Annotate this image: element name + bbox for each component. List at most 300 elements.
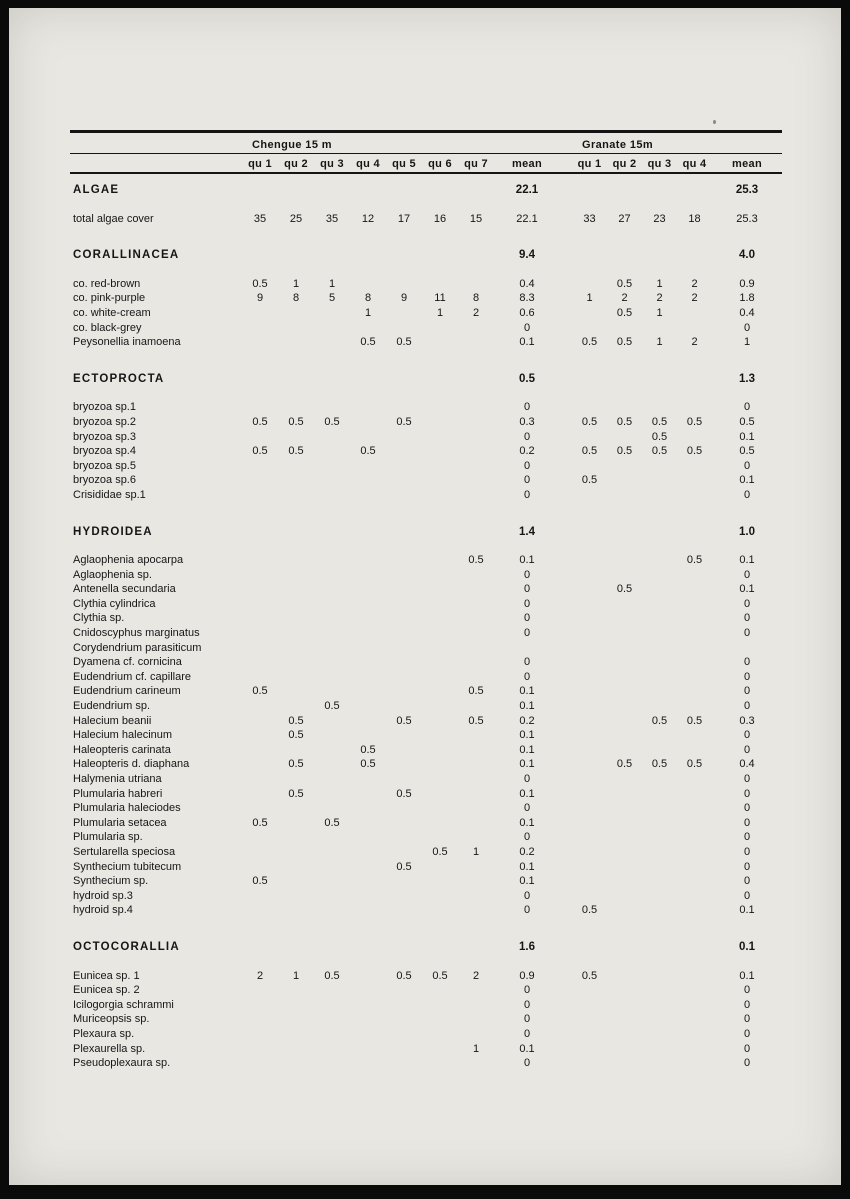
cover-value — [572, 830, 607, 845]
cover-value — [642, 889, 677, 904]
cover-value — [422, 277, 458, 292]
species-label: Plexaura sp. — [73, 1027, 135, 1040]
cover-value — [278, 459, 314, 474]
cover-value — [422, 641, 458, 656]
cover-value — [422, 321, 458, 336]
cover-value — [642, 983, 677, 998]
cover-value — [677, 983, 712, 998]
site-header-row — [70, 132, 782, 154]
cover-value — [386, 757, 422, 772]
mean-value: 0.1 — [519, 743, 535, 756]
cover-value — [607, 611, 642, 626]
cover-value — [314, 488, 350, 503]
mean-value: 0.1 — [739, 969, 755, 982]
section-label: ECTOPROCTA — [73, 372, 165, 385]
cover-value — [572, 801, 607, 816]
cover-value: 0.5 — [468, 714, 484, 727]
cover-value — [677, 670, 712, 685]
mean-value: 0 — [743, 743, 751, 756]
species-label: Halecium halecinum — [73, 729, 173, 742]
table-row — [70, 277, 782, 292]
gap-cell — [560, 969, 572, 984]
table-row — [70, 473, 782, 488]
cover-value — [458, 568, 494, 583]
species-label: Crisididae sp.1 — [73, 488, 146, 501]
cover-value: 0.5 — [288, 758, 304, 771]
mean-value: 0 — [743, 321, 751, 334]
quadrat-header: qu 7 — [458, 154, 494, 174]
cover-value — [642, 473, 677, 488]
cover-value — [350, 684, 386, 699]
cover-value — [386, 459, 422, 474]
table-row — [70, 1027, 782, 1042]
cover-value — [458, 670, 494, 685]
cover-value — [422, 568, 458, 583]
mean-value: 0.2 — [519, 445, 535, 458]
species-label: bryozoa sp.2 — [73, 415, 136, 428]
mean-value: 0.1 — [519, 758, 535, 771]
mean-value: 0 — [743, 656, 751, 669]
cover-value — [642, 903, 677, 918]
cover-value — [386, 889, 422, 904]
cover-value — [607, 488, 642, 503]
cover-value — [642, 816, 677, 831]
cover-value — [677, 787, 712, 802]
cover-value: 0.5 — [252, 277, 268, 290]
cover-value — [642, 998, 677, 1013]
cover-value — [350, 983, 386, 998]
section-row — [70, 503, 782, 554]
cover-value — [642, 1056, 677, 1071]
blank-cell — [242, 918, 494, 969]
cover-value — [278, 889, 314, 904]
cover-value — [242, 998, 278, 1013]
cover-value: 1 — [656, 277, 663, 290]
table-row — [70, 321, 782, 336]
table-row — [70, 699, 782, 714]
cover-value: 8 — [364, 292, 372, 305]
cover-value: 0.5 — [581, 474, 598, 487]
cover-value — [278, 983, 314, 998]
cover-value: 0.5 — [581, 445, 598, 458]
cover-value: 0.5 — [686, 445, 703, 458]
cover-value — [422, 670, 458, 685]
cover-value — [350, 845, 386, 860]
gap-cell — [560, 503, 572, 554]
table-row — [70, 626, 782, 641]
cover-value: 0.5 — [468, 685, 484, 698]
mean-value: 0 — [743, 802, 751, 815]
species-label: Haleopteris carinata — [73, 743, 171, 756]
mean-value: 0 — [743, 831, 751, 844]
cover-value: 23 — [653, 212, 666, 225]
species-label: Haleopteris d. diaphana — [73, 758, 190, 771]
cover-value — [422, 903, 458, 918]
cover-value — [607, 699, 642, 714]
cover-value — [607, 568, 642, 583]
cover-value — [458, 772, 494, 787]
cover-value: 0.5 — [616, 415, 633, 428]
species-label: Muriceopsis sp. — [73, 1013, 150, 1026]
section-mean-value: 4.0 — [739, 249, 756, 262]
cover-value — [386, 473, 422, 488]
table-row — [70, 641, 782, 656]
mean-value: 0.6 — [519, 306, 535, 319]
cover-value — [572, 684, 607, 699]
cover-value — [607, 998, 642, 1013]
species-label: Clythia cylindrica — [73, 597, 156, 610]
mean-value: 0 — [523, 1027, 531, 1040]
cover-value — [572, 641, 607, 656]
quadrat-header: qu 4 — [350, 154, 386, 174]
cover-value — [350, 1056, 386, 1071]
cover-value — [677, 1056, 712, 1071]
cover-value — [350, 277, 386, 292]
cover-value — [278, 684, 314, 699]
cover-value — [422, 553, 458, 568]
cover-value — [642, 459, 677, 474]
cover-value — [677, 1012, 712, 1027]
mean-value: 0 — [523, 984, 531, 997]
cover-value: 0.5 — [396, 336, 412, 349]
cover-value — [422, 772, 458, 787]
quadrat-header-row — [70, 154, 782, 174]
cover-value — [642, 874, 677, 889]
cover-value — [572, 277, 607, 292]
cover-value — [278, 860, 314, 875]
cover-value — [572, 816, 607, 831]
cover-value — [607, 626, 642, 641]
site-header-chengue: Chengue 15 m — [242, 132, 560, 154]
section-mean-value: 9.4 — [519, 249, 535, 262]
corner-cell — [70, 154, 242, 174]
cover-value — [422, 1027, 458, 1042]
cover-value — [458, 277, 494, 292]
cover-value: 0.5 — [360, 336, 376, 349]
cover-value — [350, 1042, 386, 1057]
cover-value — [350, 787, 386, 802]
mean-value: 0 — [743, 729, 751, 742]
blank-cell — [572, 918, 712, 969]
cover-value — [278, 1056, 314, 1071]
cover-value — [677, 845, 712, 860]
cover-value — [642, 488, 677, 503]
species-label: bryozoa sp.1 — [73, 401, 136, 414]
gap-cell — [560, 816, 572, 831]
mean-value: 0.5 — [739, 415, 755, 428]
cover-value — [572, 874, 607, 889]
cover-value: 0.5 — [360, 743, 376, 756]
table-row — [70, 306, 782, 321]
cover-value — [458, 473, 494, 488]
table-row — [70, 998, 782, 1013]
cover-value — [242, 699, 278, 714]
cover-value: 0.5 — [360, 445, 376, 458]
cover-value — [386, 743, 422, 758]
cover-value — [278, 400, 314, 415]
gap-cell — [560, 568, 572, 583]
cover-value — [642, 582, 677, 597]
cover-value — [314, 845, 350, 860]
cover-value — [350, 728, 386, 743]
cover-value: 0.5 — [288, 714, 304, 727]
cover-value — [642, 772, 677, 787]
cover-value — [350, 597, 386, 612]
cover-value — [607, 684, 642, 699]
gap-cell — [560, 998, 572, 1013]
cover-value — [278, 743, 314, 758]
quadrat-header: qu 3 — [642, 154, 677, 174]
cover-value — [422, 459, 458, 474]
mean-value: 0 — [743, 1013, 751, 1026]
site-header-granate: Granate 15m — [572, 132, 782, 154]
cover-value — [572, 743, 607, 758]
mean-value: 0 — [523, 583, 531, 596]
blank-cell — [242, 503, 494, 554]
gap-cell — [560, 553, 572, 568]
cover-value — [350, 641, 386, 656]
species-label: Halecium beanii — [73, 714, 152, 727]
mean-value: 1 — [743, 336, 751, 349]
cover-value — [607, 553, 642, 568]
cover-value — [386, 321, 422, 336]
cover-value: 0.5 — [616, 306, 633, 319]
cover-value — [242, 670, 278, 685]
species-label: Plexaurella sp. — [73, 1042, 146, 1055]
species-label: Eudendrium cf. capillare — [73, 670, 192, 683]
cover-value — [314, 757, 350, 772]
cover-value — [242, 743, 278, 758]
gap-cell — [560, 1012, 572, 1027]
gap-cell — [560, 757, 572, 772]
cover-value — [607, 597, 642, 612]
cover-value — [607, 743, 642, 758]
gap-cell — [560, 415, 572, 430]
cover-value — [422, 787, 458, 802]
cover-value — [677, 772, 712, 787]
mean-value: 0 — [743, 875, 751, 888]
species-label: Aglaophenia apocarpa — [73, 554, 184, 567]
cover-value: 8 — [472, 292, 480, 305]
cover-value — [314, 641, 350, 656]
gap-cell — [560, 430, 572, 445]
mean-value — [494, 641, 560, 656]
mean-value: 0 — [523, 889, 531, 902]
cover-value: 0.5 — [581, 969, 598, 982]
mean-value: 0.1 — [739, 904, 755, 917]
mean-value: 0 — [743, 998, 751, 1011]
section-mean-value: 1.0 — [739, 525, 756, 538]
table-row — [70, 874, 782, 889]
cover-value — [572, 1012, 607, 1027]
cover-value — [386, 1012, 422, 1027]
cover-value — [458, 860, 494, 875]
cover-value — [458, 488, 494, 503]
scan-speck — [713, 120, 716, 124]
mean-value: 0 — [743, 612, 751, 625]
cover-value: 9 — [400, 292, 408, 305]
cover-value — [314, 787, 350, 802]
cover-value — [642, 670, 677, 685]
mean-header: mean — [712, 154, 782, 174]
cover-value — [314, 611, 350, 626]
cover-value — [642, 830, 677, 845]
cover-value — [642, 568, 677, 583]
mean-value: 0.4 — [739, 758, 755, 771]
cover-value — [350, 1027, 386, 1042]
gap-cell — [560, 860, 572, 875]
cover-value — [607, 816, 642, 831]
cover-value: 35 — [253, 212, 267, 225]
corner-cell — [70, 132, 242, 154]
cover-value — [314, 772, 350, 787]
species-label: Peysonellia inamoena — [73, 336, 181, 349]
cover-value — [422, 889, 458, 904]
cover-value: 0.5 — [686, 714, 703, 727]
cover-value — [314, 568, 350, 583]
section-mean-value: 1.6 — [519, 940, 535, 953]
cover-value: 33 — [583, 212, 596, 225]
species-label: Aglaophenia sp. — [73, 568, 152, 581]
cover-value: 0.5 — [616, 277, 633, 290]
mean-value: 0 — [743, 1057, 751, 1070]
cover-value — [422, 582, 458, 597]
cover-value — [314, 444, 350, 459]
cover-value — [458, 801, 494, 816]
cover-value — [350, 889, 386, 904]
cover-value: 1 — [328, 277, 336, 290]
gap-cell — [560, 845, 572, 860]
mean-value: 0 — [743, 984, 751, 997]
mean-value: 0 — [523, 488, 531, 501]
cover-value — [572, 728, 607, 743]
cover-value — [350, 430, 386, 445]
cover-value — [242, 860, 278, 875]
cover-value — [642, 1012, 677, 1027]
table-row — [70, 757, 782, 772]
mean-value: 0 — [523, 401, 531, 414]
cover-value — [278, 321, 314, 336]
cover-value — [607, 969, 642, 984]
cover-value: 5 — [328, 292, 336, 305]
table-row — [70, 444, 782, 459]
cover-value: 0.5 — [616, 583, 633, 596]
cover-value — [278, 699, 314, 714]
species-label: Pseudoplexaura sp. — [73, 1057, 171, 1070]
cover-value: 0.5 — [396, 969, 412, 982]
cover-value — [242, 1056, 278, 1071]
cover-value — [677, 816, 712, 831]
cover-value: 1 — [472, 845, 480, 858]
cover-value — [677, 655, 712, 670]
cover-value: 0.5 — [396, 415, 412, 428]
cover-value — [386, 801, 422, 816]
cover-value — [350, 670, 386, 685]
blank-cell — [572, 226, 712, 277]
cover-value: 0.5 — [252, 415, 268, 428]
cover-value — [386, 306, 422, 321]
cover-value — [386, 400, 422, 415]
cover-value — [677, 743, 712, 758]
cover-value — [677, 860, 712, 875]
species-label: Icilogorgia schrammi — [73, 998, 174, 1011]
gap-cell — [560, 728, 572, 743]
cover-value — [242, 1027, 278, 1042]
cover-value — [572, 582, 607, 597]
cover-value — [386, 874, 422, 889]
cover-value: 0.5 — [252, 685, 268, 698]
cover-value — [278, 488, 314, 503]
cover-value — [677, 459, 712, 474]
table-row — [70, 743, 782, 758]
cover-value — [278, 998, 314, 1013]
cover-value — [458, 1012, 494, 1027]
mean-value: 0 — [743, 787, 751, 800]
cover-value — [350, 874, 386, 889]
cover-value: 0.5 — [616, 336, 633, 349]
cover-value — [242, 306, 278, 321]
cover-value — [458, 597, 494, 612]
cover-value — [242, 801, 278, 816]
cover-value — [677, 473, 712, 488]
cover-value — [458, 816, 494, 831]
species-label: hydroid sp.4 — [73, 904, 133, 917]
cover-value: 0.5 — [252, 816, 268, 829]
cover-value — [314, 874, 350, 889]
cover-value — [278, 1027, 314, 1042]
section-label: OCTOCORALLIA — [73, 940, 180, 953]
cover-value — [242, 983, 278, 998]
cover-value: 1 — [656, 336, 663, 349]
mean-value: 0 — [523, 998, 531, 1011]
cover-value — [314, 860, 350, 875]
cover-value — [607, 1056, 642, 1071]
cover-value — [350, 321, 386, 336]
section-label: HYDROIDEA — [73, 525, 153, 538]
cover-value: 0.5 — [651, 714, 668, 727]
cover-value — [422, 1056, 458, 1071]
cover-value — [314, 1027, 350, 1042]
cover-value — [386, 277, 422, 292]
cover-value — [314, 743, 350, 758]
cover-value — [642, 611, 677, 626]
cover-value — [350, 655, 386, 670]
cover-value — [242, 582, 278, 597]
mean-value: 0.1 — [739, 583, 755, 596]
cover-value — [458, 582, 494, 597]
cover-value — [677, 626, 712, 641]
species-label: Antenella secundaria — [73, 583, 176, 596]
cover-value — [607, 889, 642, 904]
cover-value — [386, 845, 422, 860]
blank-cell — [242, 350, 494, 401]
quadrat-header: qu 6 — [422, 154, 458, 174]
mean-value: 0 — [523, 670, 531, 683]
cover-value: 0.5 — [324, 700, 340, 713]
cover-value — [458, 611, 494, 626]
table-area — [70, 130, 782, 1071]
cover-value — [458, 903, 494, 918]
cover-value — [607, 473, 642, 488]
table-row — [70, 335, 782, 350]
table-row — [70, 553, 782, 568]
cover-value — [572, 568, 607, 583]
cover-value — [642, 626, 677, 641]
cover-value — [422, 816, 458, 831]
cover-value — [458, 889, 494, 904]
cover-value — [242, 553, 278, 568]
species-label: Plumularia haleciodes — [73, 802, 181, 815]
